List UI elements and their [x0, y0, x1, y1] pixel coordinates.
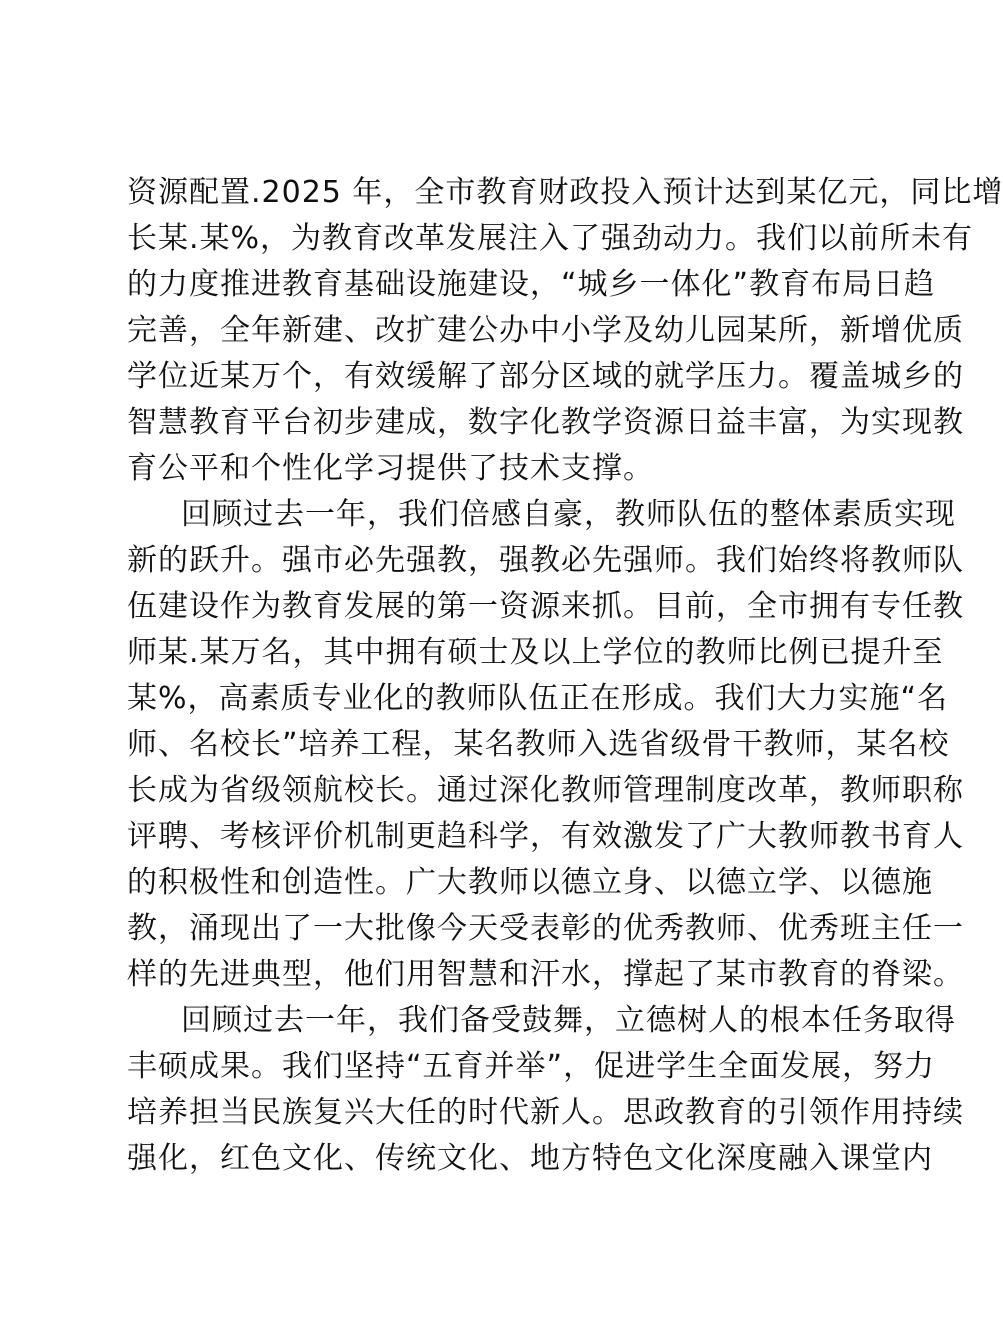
text-line: 的积极性和创造性。广大教师以德立身、以德立学、以德施	[127, 865, 933, 900]
text-line: 新的跃升。强市必先强教，强教必先强师。我们始终将教师队	[127, 543, 964, 578]
text-line: 培养担当民族复兴大任的时代新人。思政教育的引领作用持续	[127, 1095, 964, 1130]
text-line: 智慧教育平台初步建成，数字化教学资源日益丰富，为实现教	[127, 405, 964, 440]
text-line: 的力度推进教育基础设施建设，“城乡一体化”教育布局日趋	[127, 267, 936, 302]
paragraph-first-line: 回顾过去一年，我们倍感自豪，教师队伍的整体素质实现	[181, 497, 956, 532]
text-line: 育公平和个性化学习提供了技术支撑。	[127, 451, 654, 486]
text-line: 资源配置.2025 年，全市教育财政投入预计达到某亿元，同比增	[127, 175, 1003, 210]
paragraph-first-line: 回顾过去一年，我们备受鼓舞，立德树人的根本任务取得	[181, 1003, 956, 1038]
text-line: 长某.某%，为教育改革发展注入了强劲动力。我们以前所未有	[127, 221, 974, 256]
text-line: 伍建设作为教育发展的第一资源来抓。目前，全市拥有专任教	[127, 589, 964, 624]
text-line: 长成为省级领航校长。通过深化教师管理制度改革，教师职称	[127, 773, 964, 808]
text-line: 强化，红色文化、传统文化、地方特色文化深度融入课堂内	[127, 1141, 933, 1176]
text-line: 评聘、考核评价机制更趋科学，有效激发了广大教师教书育人	[127, 819, 964, 854]
text-line: 样的先进典型，他们用智慧和汗水，撑起了某市教育的脊梁。	[127, 957, 964, 992]
text-line: 完善，全年新建、改扩建公办中小学及幼儿园某所，新增优质	[127, 313, 964, 348]
text-line: 学位近某万个，有效缓解了部分区域的就学压力。覆盖城乡的	[127, 359, 964, 394]
text-line: 师、名校长”培养工程，某名教师入选省级骨干教师，某名校	[127, 727, 950, 762]
text-line: 师某.某万名，其中拥有硕士及以上学位的教师比例已提升至	[127, 635, 944, 670]
text-line: 丰硕成果。我们坚持“五育并举”，促进学生全面发展，努力	[127, 1049, 936, 1084]
body-text	[127, 170, 1003, 1182]
text-line: 教，涌现出了一大批像今天受表彰的优秀教师、优秀班主任一	[127, 911, 964, 946]
text-line: 某%，高素质专业化的教师队伍正在形成。我们大力实施“名	[127, 681, 949, 716]
